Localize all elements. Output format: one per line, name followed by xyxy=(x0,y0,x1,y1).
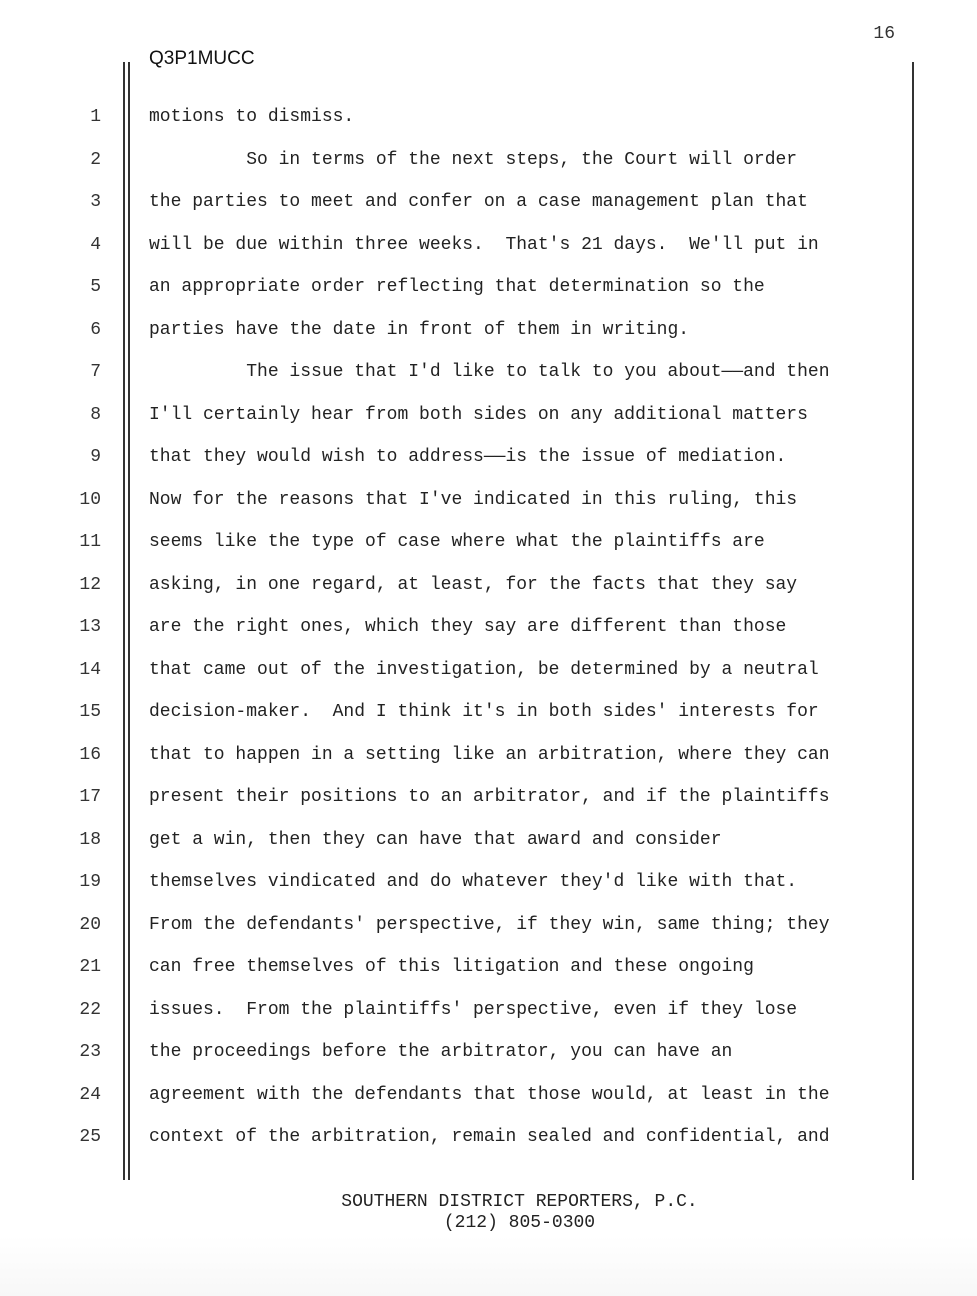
line-number: 15 xyxy=(79,702,101,722)
transcript-line xyxy=(0,575,977,601)
line-number: 17 xyxy=(79,787,101,807)
line-text: seems like the type of case where what the plaintiffs are xyxy=(149,532,765,552)
transcript-line xyxy=(0,320,977,346)
line-number: 24 xyxy=(79,1084,101,1105)
line-number: 25 xyxy=(79,1127,101,1147)
line-text: I'll certainly hear from both sides on any additional matters xyxy=(149,404,808,425)
line-text: From the defendants' perspective, if they win, same thing; they xyxy=(149,914,830,935)
line-number: 21 xyxy=(79,957,101,977)
line-text: that came out of the investigation, be determined by a neutral xyxy=(149,659,819,680)
line-text: an appropriate order reflecting that determination so the xyxy=(149,277,765,297)
line-number: 20 xyxy=(79,914,101,935)
line-text: that they would wish to address——is the issue of mediation. xyxy=(149,447,787,467)
line-number: 8 xyxy=(90,404,101,425)
line-number: 22 xyxy=(79,999,101,1020)
line-text: can free themselves of this litigation and these ongoing xyxy=(149,957,754,977)
transcript-line xyxy=(0,235,977,261)
line-number: 4 xyxy=(90,234,101,255)
line-number: 11 xyxy=(79,532,101,552)
transcript-line xyxy=(0,532,977,558)
line-text: asking, in one regard, at least, for the facts that they say xyxy=(149,574,798,595)
line-text: context of the arbitration, remain sealed and confidential, and xyxy=(149,1127,830,1147)
line-number: 7 xyxy=(90,362,101,382)
line-number: 16 xyxy=(79,744,101,765)
footer-reporter: SOUTHERN DISTRICT REPORTERS, P.C. xyxy=(341,1192,698,1212)
line-text: are the right ones, which they say are different than those xyxy=(149,617,787,637)
page-number: 16 xyxy=(873,24,895,44)
line-text: will be due within three weeks. That's 21 days. We'll put in xyxy=(149,234,819,255)
transcript-line xyxy=(0,107,977,133)
line-text: The issue that I'd like to talk to you about——and then xyxy=(149,362,830,382)
line-text: So in terms of the next steps, the Court will order xyxy=(149,149,798,170)
line-number: 3 xyxy=(90,192,101,212)
line-number: 6 xyxy=(90,319,101,340)
line-text: motions to dismiss. xyxy=(149,107,355,127)
transcript-line xyxy=(0,1042,977,1068)
transcript-line xyxy=(0,447,977,473)
transcript-line xyxy=(0,490,977,516)
line-text: issues. From the plaintiffs' perspective, even if they lose xyxy=(149,999,798,1020)
transcript-line xyxy=(0,362,977,388)
line-number: 1 xyxy=(90,107,101,127)
transcript-line xyxy=(0,1127,977,1153)
line-number: 14 xyxy=(79,659,101,680)
line-text: parties have the date in front of them in writing. xyxy=(149,319,690,340)
transcript-line xyxy=(0,405,977,431)
line-text: present their positions to an arbitrator, and if the plaintiffs xyxy=(149,787,830,807)
page-bottom-shade xyxy=(0,1236,977,1296)
line-number: 19 xyxy=(79,872,101,892)
line-text: decision-maker. And I think it's in both sides' interests for xyxy=(149,702,819,722)
transcript-line xyxy=(0,192,977,218)
footer-phone: (212) 805-0300 xyxy=(443,1213,596,1233)
line-number: 9 xyxy=(90,447,101,467)
line-number: 5 xyxy=(90,277,101,297)
line-number: 12 xyxy=(79,574,101,595)
transcript-line xyxy=(0,915,977,941)
transcript-line xyxy=(0,957,977,983)
line-text: get a win, then they can have that award and consider xyxy=(149,829,722,850)
line-number: 18 xyxy=(79,829,101,850)
transcript-line xyxy=(0,660,977,686)
transcript-line xyxy=(0,1000,977,1026)
transcript-line xyxy=(0,277,977,303)
transcript-line xyxy=(0,787,977,813)
transcript-line xyxy=(0,702,977,728)
transcript-line xyxy=(0,872,977,898)
line-number: 10 xyxy=(79,489,101,510)
transcript-line xyxy=(0,150,977,176)
transcript-line xyxy=(0,830,977,856)
line-text: agreement with the defendants that those would, at least in the xyxy=(149,1084,830,1105)
line-number: 13 xyxy=(79,617,101,637)
transcript-line xyxy=(0,745,977,771)
transcript-line xyxy=(0,617,977,643)
line-number: 2 xyxy=(90,149,101,170)
line-text: the parties to meet and confer on a case management plan that xyxy=(149,192,808,212)
line-text: the proceedings before the arbitrator, you can have an xyxy=(149,1042,733,1062)
line-number: 23 xyxy=(79,1042,101,1062)
line-text: Now for the reasons that I've indicated in this ruling, this xyxy=(149,489,798,510)
transcript-line xyxy=(0,1085,977,1111)
line-text: themselves vindicated and do whatever they'd like with that. xyxy=(149,872,798,892)
line-text: that to happen in a setting like an arbitration, where they can xyxy=(149,744,830,765)
document-id: Q3P1MUCC xyxy=(149,48,255,69)
